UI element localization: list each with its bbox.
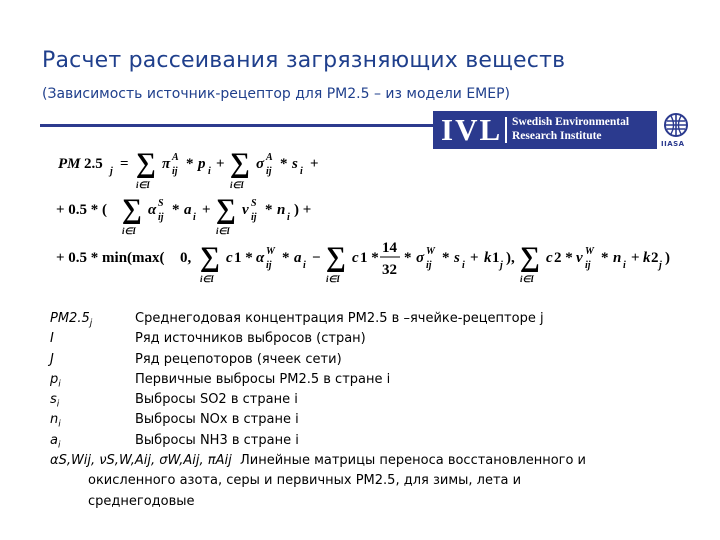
svg-text:ij: ij (266, 260, 272, 271)
svg-text:*: * (442, 250, 450, 266)
svg-text:=: = (120, 156, 129, 172)
svg-text:32: 32 (382, 262, 397, 278)
svg-text:∑: ∑ (136, 150, 156, 179)
svg-text:+: + (470, 250, 479, 266)
svg-text:): ) (665, 250, 670, 266)
svg-text:c: c (546, 250, 553, 266)
svg-text:ij: ij (251, 212, 257, 223)
iiasa-logo (663, 112, 689, 152)
svg-text:+ 0.5 * min(max(: + 0.5 * min(max( (56, 250, 165, 266)
svg-text:+: + (310, 156, 319, 172)
definition-row (50, 329, 670, 349)
definition-symbol: $PM2.5_j$ (50, 311, 93, 329)
svg-text:ij: ij (172, 166, 178, 177)
svg-text:2 *: 2 * (554, 250, 573, 266)
svg-text:i: i (623, 260, 626, 271)
definition-text: Выбросы NOx в стране i (135, 412, 299, 428)
definition-text: Среднегодовая концентрация PM2.5 в –ячейке-рецепторе j (135, 311, 544, 326)
definition-row (50, 370, 670, 390)
svg-text:ij: ij (158, 212, 164, 223)
svg-text:i∈I: i∈I (520, 274, 534, 284)
svg-text:σ: σ (256, 156, 265, 172)
svg-text:W: W (585, 246, 594, 257)
svg-text:i∈I: i∈I (200, 274, 214, 284)
pm25-formula (54, 150, 674, 300)
formula-graphic (54, 150, 674, 300)
definition-row (50, 410, 670, 430)
logo-separator (505, 117, 507, 143)
svg-text:ν: ν (576, 250, 583, 266)
matrix-symbols: αS,Wij, νS,W,Aij, σW,Aij, πAij (50, 453, 232, 469)
definition-row (50, 390, 670, 410)
svg-text:*: * (404, 250, 412, 266)
svg-text:ij: ij (585, 260, 591, 271)
iiasa-label: IIASA (661, 140, 685, 148)
svg-text:n: n (613, 250, 622, 266)
svg-text:a: a (294, 250, 302, 266)
svg-text:∑: ∑ (326, 242, 346, 273)
svg-text:ν: ν (242, 202, 249, 218)
slide-subtitle: (Зависимость источник-рецептор для PM2.5 – из модели EMEP) (42, 86, 511, 102)
svg-text:i: i (287, 212, 290, 223)
svg-text:j: j (500, 260, 503, 271)
svg-text:k: k (484, 250, 492, 266)
svg-text:1: 1 (492, 250, 500, 266)
globe-icon (663, 112, 689, 140)
svg-text:i: i (300, 166, 303, 177)
svg-text:i: i (193, 212, 196, 223)
svg-text:p: p (198, 156, 206, 172)
svg-text:∑: ∑ (122, 194, 142, 225)
svg-text:1 *: 1 * (234, 250, 253, 266)
definition-symbol: I (50, 331, 54, 347)
logo-line-1: Swedish Environmental (512, 116, 630, 128)
matrix-text-line-1: Линейные матрицы переноса восстановленного и (240, 453, 587, 469)
svg-text:c: c (352, 250, 359, 266)
definition-text: Выбросы NH3 в стране i (135, 432, 299, 448)
svg-text:) +: ) + (294, 202, 312, 218)
svg-text:*: * (186, 156, 194, 172)
svg-text:2.5: 2.5 (84, 156, 103, 172)
matrix-text-line-2: окисленного азота, серы и первичных PM2.5, для зимы, лета и (88, 473, 522, 489)
ivl-logo-mark: IVL (441, 112, 503, 147)
svg-text:α: α (256, 250, 265, 266)
ivl-logo (433, 111, 657, 149)
svg-text:n: n (277, 202, 286, 218)
svg-text:ij: ij (266, 166, 272, 177)
definition-row (50, 309, 670, 329)
svg-text:*: * (601, 250, 609, 266)
svg-text:c: c (226, 250, 233, 266)
svg-text:i: i (303, 260, 306, 271)
svg-text:*: * (265, 202, 273, 218)
definitions-list (50, 309, 670, 512)
svg-text:∑: ∑ (216, 194, 236, 225)
svg-text:∑: ∑ (520, 242, 540, 273)
svg-text:∑: ∑ (200, 242, 220, 273)
svg-text:i∈I: i∈I (326, 274, 340, 284)
logo-line-2: Research Institute (512, 130, 602, 142)
svg-text:i: i (208, 166, 211, 177)
svg-text:+: + (202, 202, 211, 218)
svg-text:s: s (292, 156, 298, 172)
svg-text:W: W (266, 246, 275, 257)
definition-text: Ряд рецепоторов (ячеек сети) (135, 351, 342, 367)
svg-text:A: A (172, 152, 179, 163)
definition-row (50, 350, 670, 370)
svg-text:0,: 0, (180, 250, 192, 266)
svg-text:+: + (216, 156, 225, 172)
definition-text: Выбросы SO2 в стране i (135, 392, 298, 408)
svg-text:i∈I: i∈I (136, 180, 150, 190)
svg-text:*: * (172, 202, 180, 218)
matrix-text-line-3: среднегодовые (88, 493, 195, 509)
definition-text: Ряд источников выбросов (стран) (135, 331, 366, 347)
svg-text:PM: PM (58, 156, 81, 172)
svg-text:σ: σ (416, 250, 425, 266)
definition-text: Первичные выбросы PM2.5 в стране i (135, 371, 391, 387)
svg-text:j: j (659, 260, 662, 271)
definition-symbol: $s_i$ (50, 392, 60, 410)
svg-text:+: + (631, 250, 640, 266)
svg-text:1 *: 1 * (360, 250, 379, 266)
svg-text:+ 0.5 * (: + 0.5 * ( (56, 202, 108, 218)
svg-text:ij: ij (426, 260, 432, 271)
svg-text:14: 14 (382, 240, 397, 256)
svg-text:∑: ∑ (230, 150, 250, 179)
svg-text:s: s (454, 250, 460, 266)
svg-text:i∈I: i∈I (230, 180, 244, 190)
svg-text:*: * (282, 250, 290, 266)
svg-text:a: a (184, 202, 192, 218)
definition-symbol: $p_i$ (50, 371, 61, 390)
svg-text:S: S (158, 198, 164, 209)
svg-text:−: − (312, 250, 321, 266)
svg-text:S: S (251, 198, 257, 209)
definition-row (50, 431, 670, 451)
definition-symbol: $n_i$ (50, 412, 61, 431)
svg-text:i∈I: i∈I (216, 226, 230, 236)
slide-title: Расчет рассеивания загрязняющих веществ (42, 48, 566, 73)
svg-text:),: ), (506, 250, 515, 266)
svg-text:j: j (110, 166, 113, 177)
svg-text:π: π (162, 156, 171, 172)
divider-rule (40, 124, 436, 127)
definition-symbol: $a_i$ (50, 432, 61, 451)
svg-text:i: i (462, 260, 465, 271)
svg-text:i∈I: i∈I (122, 226, 136, 236)
definition-row-matrices (50, 451, 670, 512)
svg-text:2: 2 (651, 250, 659, 266)
svg-text:*: * (280, 156, 288, 172)
svg-text:k: k (643, 250, 651, 266)
svg-text:W: W (426, 246, 435, 257)
definition-symbol: J (50, 351, 54, 367)
svg-text:A: A (266, 152, 273, 163)
svg-text:α: α (148, 202, 157, 218)
